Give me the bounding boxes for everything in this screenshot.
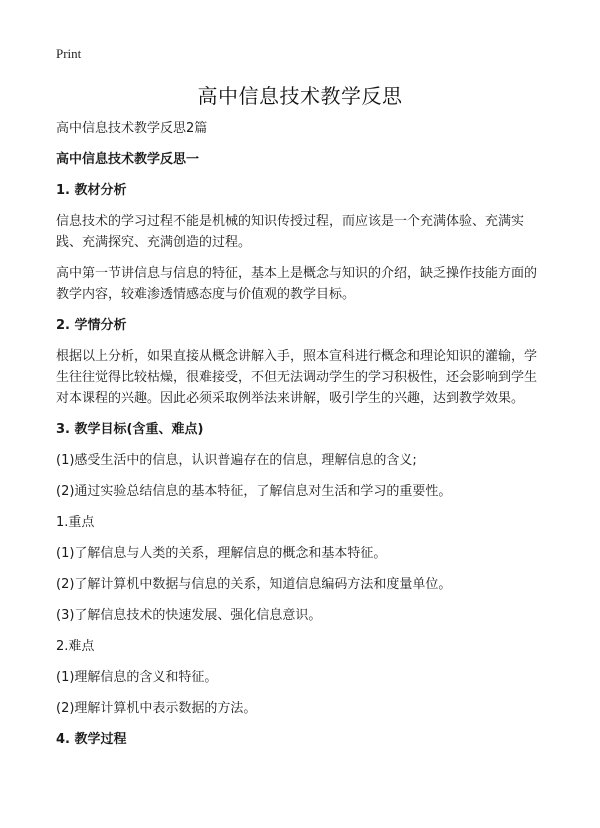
key-point-1: (1)了解信息与人类的关系，理解信息的概念和基本特征。 <box>56 546 387 561</box>
difficulty-1: (1)理解信息的含义和特征。 <box>56 670 218 685</box>
heading-teaching-goals: 3. 教学目标(含重、难点) <box>56 422 204 437</box>
paragraph-material-1: 信息技术的学习过程不能是机械的知识传授过程，而应该是一个充满体验、充满实践、充满探究、充满创造的过程。 <box>56 214 525 250</box>
section-title: 高中信息技术教学反思一 <box>56 152 200 167</box>
key-point-3: (3)了解信息技术的快速发展、强化信息意识。 <box>56 608 322 623</box>
paragraph-student-analysis: 根据以上分析，如果直接从概念讲解入手，照本宣科进行概念和理论知识的灌输，学生往往觉得比较枯燥，很难接受，不但无法调动学生的学习积极性，还会影响到学生对本课程的兴趣。因此必须采取例举法来讲解，吸引学生的兴趣，达到教学效果。 <box>56 349 538 406</box>
paragraph-material-2: 高中第一节讲信息与信息的特征，基本上是概念与知识的介绍，缺乏操作技能方面的教学内容，较难渗透情感态度与价值观的教学目标。 <box>56 266 538 302</box>
goal-item-2: (2)通过实验总结信息的基本特征，了解信息对生活和学习的重要性。 <box>56 484 452 499</box>
heading-student-analysis: 2. 学情分析 <box>56 318 127 333</box>
goal-item-1: (1)感受生活中的信息，认识普遍存在的信息，理解信息的含义; <box>56 453 417 468</box>
key-point-2: (2)了解计算机中数据与信息的关系，知道信息编码方法和度量单位。 <box>56 577 452 592</box>
document-body <box>56 118 546 750</box>
difficulty-2: (2)理解计算机中表示数据的方法。 <box>56 701 257 716</box>
heading-teaching-process: 4. 教学过程 <box>56 732 127 747</box>
print-link[interactable]: Print <box>56 46 82 61</box>
heading-key-points: 1.重点 <box>56 515 95 530</box>
subtitle: 高中信息技术教学反思2篇 <box>56 121 208 136</box>
page-title: 高中信息技术教学反思 <box>197 84 403 108</box>
heading-difficulties: 2.难点 <box>56 639 95 654</box>
heading-teaching-material: 1. 教材分析 <box>56 183 127 198</box>
